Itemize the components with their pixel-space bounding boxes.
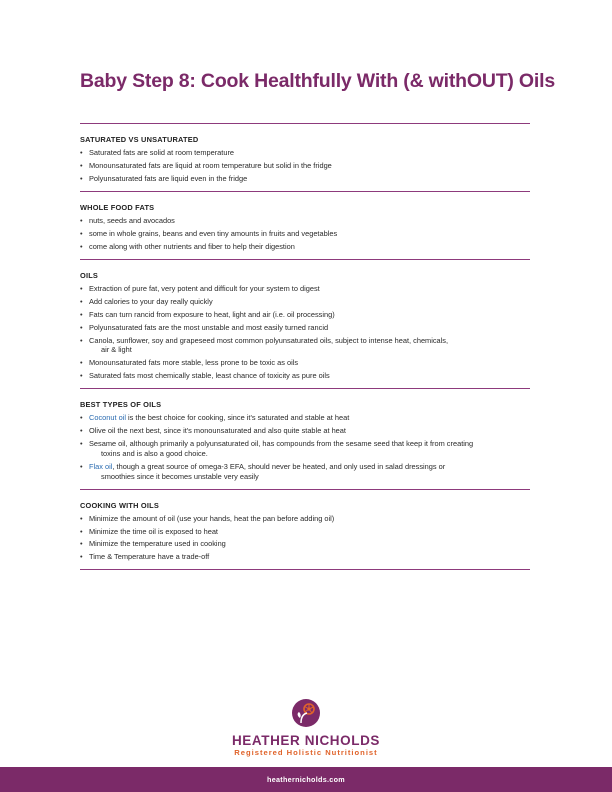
- list-item: • Fats can turn rancid from exposure to heat, light and air (i.e. oil processing): [80, 310, 530, 320]
- section-heading: WHOLE FOOD FATS: [80, 202, 155, 212]
- section-heading: COOKING WITH OILS: [80, 500, 159, 510]
- list-item: • some in whole grains, beans and even tiny amounts in fruits and vegetables: [80, 229, 530, 239]
- list-item: • Time & Temperature have a trade-off: [80, 552, 530, 562]
- list-item: • Polyunsaturated fats are liquid even in the fridge: [80, 174, 530, 184]
- list-item: • Minimize the temperature used in cooking: [80, 539, 530, 549]
- list-item-continuation: air & light: [101, 345, 132, 355]
- section-saturated-vs-unsaturated: [80, 123, 530, 191]
- list-item-text: , though a great source of omega-3 EFA, should never be heated, and only used in salad dressings or: [112, 461, 446, 471]
- bullet-list: [80, 413, 530, 481]
- list-item: • Saturated fats most chemically stable, least chance of toxicity as pure oils: [80, 371, 530, 381]
- flax-oil-link[interactable]: Flax oil: [89, 461, 113, 471]
- list-item-text: is the best choice for cooking, since it's saturated and stable at heat: [125, 413, 350, 423]
- list-item: • Polyunsaturated fats are the most unstable and most easily turned rancid: [80, 323, 530, 333]
- section-heading: OILS: [80, 270, 99, 280]
- section-whole-food-fats: [80, 191, 530, 259]
- list-item: • come along with other nutrients and fiber to help their digestion: [80, 242, 530, 252]
- section-heading: SATURATED VS UNSATURATED: [80, 135, 199, 144]
- page-title: Baby Step 8: Cook Healthfully With (& withOUT) Oils: [80, 70, 555, 92]
- section-best-types-of-oils: [80, 388, 530, 488]
- list-item-continuation: smoothies since it becomes unstable very easily: [101, 471, 259, 481]
- brand-subtitle: Registered Holistic Nutritionist: [234, 748, 378, 757]
- list-item: • nuts, seeds and avocados: [80, 216, 530, 226]
- bullet-list: [80, 514, 530, 563]
- list-item: [80, 439, 530, 458]
- bullet-list: [80, 148, 530, 184]
- list-item: [80, 462, 530, 481]
- list-item: • Monounsaturated fats more stable, less prone to be toxic as oils: [80, 358, 530, 368]
- brand-name: HEATHER NICHOLDS: [231, 733, 381, 748]
- list-item: • Minimize the time oil is exposed to heat: [80, 527, 530, 537]
- coconut-oil-link[interactable]: Coconut oil: [89, 413, 126, 423]
- bullet-list: [80, 216, 530, 252]
- section-oils: [80, 259, 530, 388]
- section-cooking-with-oils: [80, 489, 530, 571]
- footer-bar: [0, 767, 612, 792]
- list-item: • Olive oil the next best, since it's monounsaturated and also quite stable at heat: [80, 426, 530, 436]
- website-link[interactable]: heathernicholds.com: [267, 775, 345, 784]
- list-item: • Monounsaturated fats are liquid at room temperature but solid in the fridge: [80, 161, 530, 171]
- section-heading: BEST TYPES OF OILS: [80, 400, 162, 410]
- list-item: • Extraction of pure fat, very potent and difficult for your system to digest: [80, 284, 530, 294]
- list-item-text: Canola, sunflower, soy and grapeseed most common polyunsaturated oils, subject to intense heat, chemicals,: [89, 335, 449, 345]
- list-item: • Add calories to your day really quickly: [80, 297, 530, 307]
- list-item: [80, 413, 530, 423]
- list-item: • Saturated fats are solid at room temperature: [80, 148, 530, 158]
- bullet-list: [80, 284, 530, 381]
- flower-circle-icon: [291, 698, 321, 728]
- list-item-continuation: toxins and is also a good choice.: [101, 448, 208, 458]
- list-item: [80, 336, 530, 355]
- content-area: [80, 123, 530, 570]
- list-item: • Minimize the amount of oil (use your hands, heat the pan before adding oil): [80, 514, 530, 524]
- list-item-text: Sesame oil, although primarily a polyunsaturated oil, has compounds from the sesame seed that keep it from creating: [89, 439, 474, 449]
